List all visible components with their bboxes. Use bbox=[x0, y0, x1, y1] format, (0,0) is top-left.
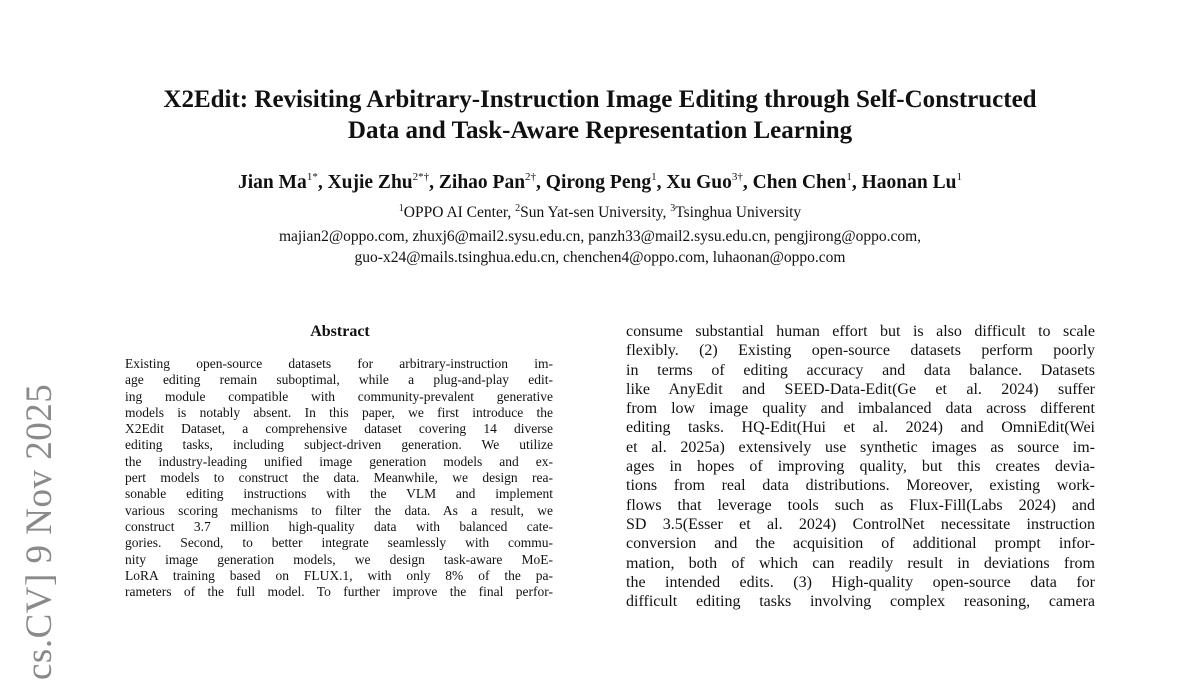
body-line: the intended edits. (3) High-quality open-source data for bbox=[626, 573, 1095, 591]
body-line: tions from real data distributions. Moreover, existing work- bbox=[626, 477, 1095, 495]
abstract-line: pert models to construct the data. Meanwhile, we design rea- bbox=[125, 470, 553, 486]
title-line: Data and Task-Aware Representation Learning bbox=[347, 117, 853, 144]
author-marks: 2*† bbox=[412, 171, 430, 183]
author-name: Chen Chen bbox=[752, 172, 847, 193]
affiliation-name: OPPO AI Center bbox=[403, 204, 508, 221]
author-marks: 1 bbox=[956, 171, 962, 183]
abstract-line: Existing open-source datasets for arbitrary-instruction im- bbox=[125, 356, 553, 371]
body-line: editing tasks. HQ-Edit(Hui et al. 2024) and OmniEdit(Wei bbox=[626, 419, 1095, 437]
author-name: Zihao Pan bbox=[438, 172, 526, 193]
abstract-line: rameters of the full model. To further improve the final perfor- bbox=[125, 584, 553, 600]
body-line: like AnyEdit and SEED-Data-Edit(Ge et al. 2024) suffer bbox=[626, 380, 1095, 398]
affiliation-name: Sun Yat-sen University bbox=[520, 204, 663, 221]
body-right-column bbox=[626, 322, 1095, 611]
abstract-line: sonable editing instructions with the VLM and implement bbox=[125, 486, 553, 502]
body-line: from low image quality and imbalanced data across different bbox=[626, 400, 1095, 418]
body-line: difficult editing tasks involving complex reasoning, camera bbox=[626, 593, 1095, 611]
author-list: Jian $Ma^{1*}$, Xujie Zhu$^{2*\dagger}$, Zihao Pan$^{2\dagger}$, Qirong Peng$^1$, Xu Guo$^{3\dagger}$, Chen Chen$^1$, Haonan Lu$^1$ bbox=[238, 171, 962, 193]
body-line: mation, both of which can readily result in deviations from bbox=[626, 554, 1095, 572]
affiliation-mark: 1 bbox=[398, 203, 404, 214]
title-line: X2Edit: Revisiting Arbitrary-Instruction Image Editing through Self-Constructed bbox=[163, 86, 1037, 113]
body-line: et al. 2025a) extensively use synthetic images as source im- bbox=[626, 438, 1095, 456]
body-line: consume substantial human effort but is also difficult to scale bbox=[626, 323, 1095, 340]
abstract-line: various scoring mechanisms to filter the data. As a result, we bbox=[125, 502, 553, 518]
abstract-line: age editing remain suboptimal, while a plug-and-play edit- bbox=[125, 372, 553, 388]
author-name: Haonan Lu bbox=[861, 172, 957, 193]
body-line: SD 3.5(Esser et al. 2024) ControlNet necessitate instruction bbox=[626, 515, 1095, 533]
abstract-heading: Abstract bbox=[310, 323, 370, 340]
body-line: ages in hopes of improving quality, but this creates devia- bbox=[626, 458, 1095, 476]
author-marks: 1 bbox=[651, 171, 657, 183]
author-emails bbox=[60, 226, 1140, 268]
author-marks: 2† bbox=[525, 171, 537, 183]
abstract-line: nity image generation models, we design task-aware MoE- bbox=[125, 551, 553, 567]
body-line: conversion and the acquisition of additional prompt infor- bbox=[626, 535, 1095, 553]
abstract-line: the industry-leading unified image generation models and ex- bbox=[125, 453, 553, 469]
paper-title bbox=[60, 84, 1140, 146]
arxiv-side-stamp: cs.CV] 9 Nov 2025 bbox=[19, 383, 60, 680]
abstract-line: ing module compatible with community-prevalent generative bbox=[125, 388, 553, 404]
abstract-line: X2Edit Dataset, a comprehensive dataset covering 14 diverse bbox=[125, 421, 553, 437]
affiliation-mark: 3 bbox=[670, 203, 676, 214]
abstract-line: editing tasks, including subject-driven generation. We utilize bbox=[125, 437, 553, 453]
affiliations: $^1$OPPO AI Center, $^2$Sun Yat-sen University, $^3$Tsinghua University bbox=[398, 203, 802, 221]
abstract-line: construct 3.7 million high-quality data with balanced cate- bbox=[125, 518, 553, 534]
affiliation-mark: 2 bbox=[515, 203, 521, 214]
abstract-line: LoRA training based on FLUX.1, with only 8% of the pa- bbox=[125, 567, 553, 583]
abstract-line: models is notably absent. In this paper, we first introduce the bbox=[125, 404, 553, 420]
affiliation-name: Tsinghua University bbox=[675, 204, 802, 221]
body-line: flows that leverage tools such as Flux-Fill(Labs 2024) and bbox=[626, 496, 1095, 514]
author-name: Xu Guo bbox=[666, 172, 732, 193]
author-marks: 1 bbox=[846, 171, 852, 183]
email-line: majian2@oppo.com, zhuxj6@mail2.sysu.edu.cn, panzh33@mail2.sysu.edu.cn, pengjirong@oppo.com, bbox=[278, 228, 922, 245]
abstract-body bbox=[125, 356, 553, 600]
email-line: guo-x24@mails.tsinghua.edu.cn, chenchen4@oppo.com, luhaonan@oppo.com bbox=[354, 249, 846, 266]
author-marks: 3† bbox=[731, 171, 743, 183]
author-name: Jian Ma bbox=[238, 172, 307, 193]
author-marks: 1* bbox=[306, 171, 318, 183]
author-name: Qirong Peng bbox=[545, 172, 652, 193]
body-line: flexibly. (2) Existing open-source datasets perform poorly bbox=[626, 342, 1095, 360]
author-name: Xujie Zhu bbox=[327, 172, 413, 193]
abstract-line: gories. Second, to better integrate seamlessly with commu- bbox=[125, 535, 553, 551]
body-line: in terms of editing accuracy and data balance. Datasets bbox=[626, 361, 1095, 379]
